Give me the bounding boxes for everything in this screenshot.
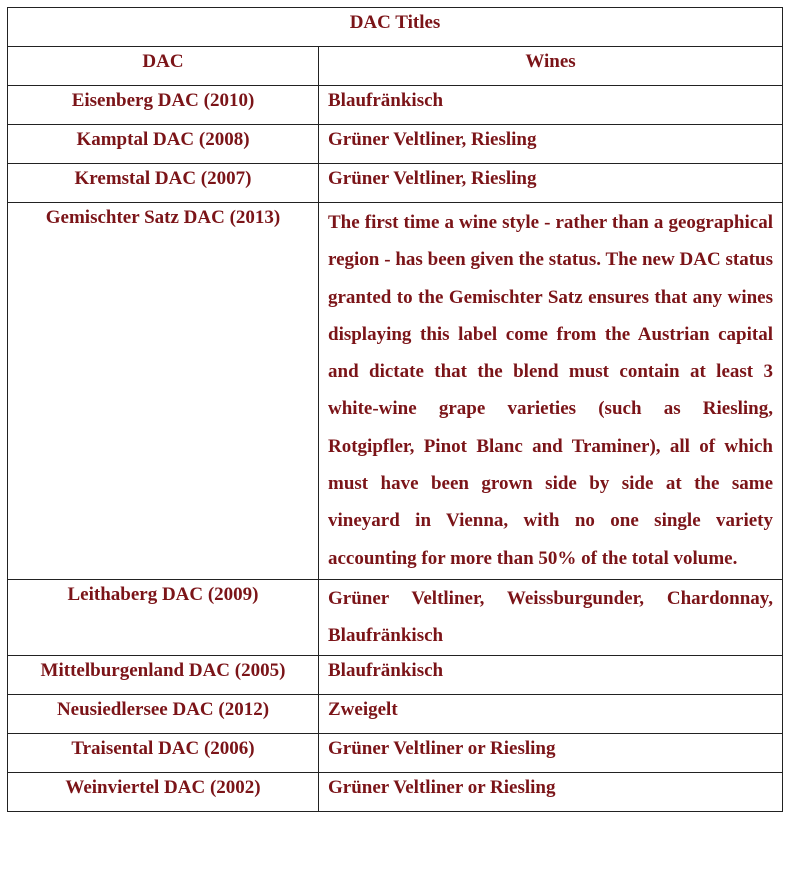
wines-cell: The first time a wine style - rather than a geographical region - has been given the status. The new DAC status granted to the Gemischter Satz ensures that any wines displaying this label come from the Austrian capital and dictate that the blend must contain at least 3 white-wine grape varieties (such as Riesling, Rotgipfler, Pinot Blanc and Traminer), all of which must have been grown side by side at the same vineyard in Vienna, with no one single variety accounting for more than 50% of the total volume. <box>319 203 783 580</box>
table-title-row <box>8 8 783 47</box>
table-row <box>8 655 783 694</box>
dac-cell: Eisenberg DAC (2010) <box>8 86 319 125</box>
table-header-row <box>8 47 783 86</box>
table-row <box>8 203 783 580</box>
table-row <box>8 733 783 772</box>
wines-cell: Grüner Veltliner, Riesling <box>319 164 783 203</box>
dac-cell: Kremstal DAC (2007) <box>8 164 319 203</box>
wines-cell: Blaufränkisch <box>319 86 783 125</box>
table-row <box>8 772 783 811</box>
dac-cell: Mittelburgenland DAC (2005) <box>8 655 319 694</box>
wines-cell: Grüner Veltliner, Weissburgunder, Chardonnay, Blaufränkisch <box>319 579 783 655</box>
dac-cell: Leithaberg DAC (2009) <box>8 579 319 655</box>
dac-cell: Neusiedlersee DAC (2012) <box>8 694 319 733</box>
column-header-wines: Wines <box>319 47 783 86</box>
wines-cell: Grüner Veltliner or Riesling <box>319 733 783 772</box>
wines-cell: Grüner Veltliner or Riesling <box>319 772 783 811</box>
table-row <box>8 164 783 203</box>
table-row <box>8 579 783 655</box>
table-row <box>8 125 783 164</box>
dac-titles-table <box>7 7 783 812</box>
wines-cell: Blaufränkisch <box>319 655 783 694</box>
table-title: DAC Titles <box>8 8 783 47</box>
dac-cell: Weinviertel DAC (2002) <box>8 772 319 811</box>
wines-cell: Grüner Veltliner, Riesling <box>319 125 783 164</box>
column-header-dac: DAC <box>8 47 319 86</box>
dac-cell: Traisental DAC (2006) <box>8 733 319 772</box>
dac-cell: Gemischter Satz DAC (2013) <box>8 203 319 580</box>
table-row <box>8 694 783 733</box>
table-row <box>8 86 783 125</box>
dac-cell: Kamptal DAC (2008) <box>8 125 319 164</box>
wines-cell: Zweigelt <box>319 694 783 733</box>
